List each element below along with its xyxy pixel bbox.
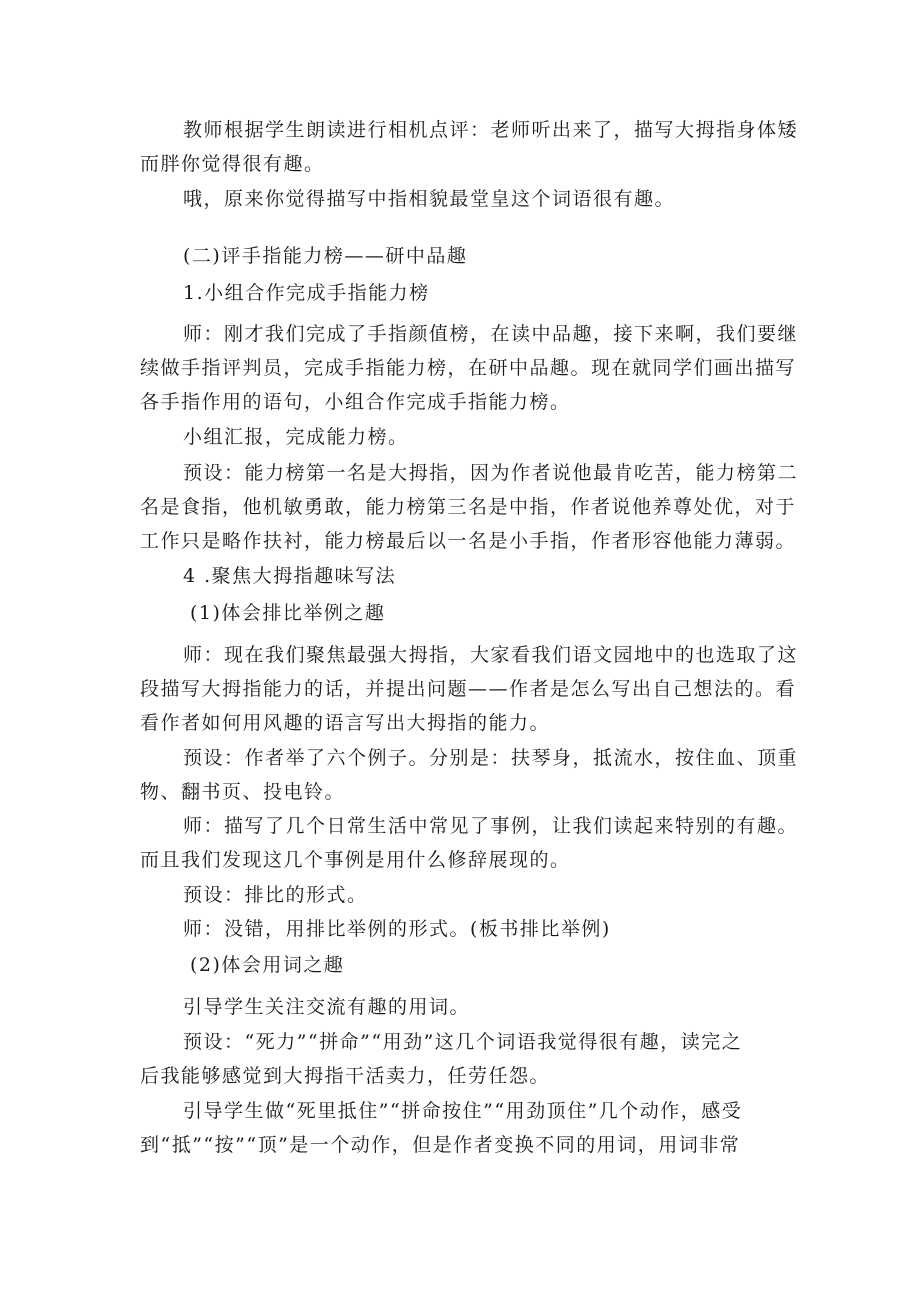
- text-line: 段描写大拇指能力的话，并提出问题——作者是怎么写出自己想法的。看: [140, 678, 797, 700]
- text-line: 到“抵”“按”“顶”是一个动作，但是作者变换不同的用词，用词非常: [140, 1134, 741, 1156]
- text-line: 各手指作用的语句，小组合作完成手指能力榜。: [140, 391, 571, 413]
- subsection-heading: (2)体会用词之趣: [190, 954, 345, 976]
- text-line: 预设：作者举了六个例子。分别是：扶琴身，抵流水，按住血、顶重: [183, 747, 799, 769]
- text-line: 引导学生关注交流有趣的用词。: [183, 996, 471, 1018]
- text-line: 师：描写了几个日常生活中常见了事例，让我们读起来特别的有趣。: [183, 815, 799, 837]
- text-line: 名是食指，他机敏勇敢，能力榜第三名是中指，作者说他养尊处优，对于: [140, 496, 797, 518]
- section-heading: (二)评手指能力榜——研中品趣: [183, 245, 468, 267]
- text-line: 哦，原来你觉得描写中指相貌最堂皇这个词语很有趣。: [183, 188, 676, 210]
- text-line: 看作者如何用风趣的语言写出大拇指的能力。: [140, 712, 551, 734]
- text-line: 师：没错，用排比举例的形式。(板书排比举例): [183, 918, 611, 940]
- text-line: 续做手指评判员，完成手指能力榜，在研中品趣。现在就同学们画出描写: [140, 357, 797, 379]
- text-line: 而且我们发现这几个事例是用什么修辞展现的。: [140, 849, 571, 871]
- text-line: 而胖你觉得很有趣。: [140, 153, 325, 175]
- text-line: 预设：能力榜第一名是大拇指，因为作者说他最肯吃苦，能力榜第二: [183, 462, 799, 484]
- text-line: 物、翻书页、投电铃。: [140, 781, 346, 803]
- subsection-heading: 1.小组合作完成手指能力榜: [183, 282, 430, 304]
- text-line: 后我能够感觉到大拇指干活卖力，任劳任怨。: [140, 1065, 551, 1087]
- text-line: 预设：排比的形式。: [183, 884, 368, 906]
- text-line: 预设：“死力”“拼命”“用劲”这几个词语我觉得很有趣，读完之: [183, 1031, 743, 1053]
- text-line: 师：现在我们聚焦最强大拇指，大家看我们语文园地中的也选取了这: [183, 644, 799, 666]
- text-line: 师：刚才我们完成了手指颜值榜，在读中品趣，接下来啊，我们要继: [183, 323, 799, 345]
- text-line: 教师根据学生朗读进行相机点评：老师听出来了，描写大拇指身体矮: [183, 119, 799, 141]
- subsection-heading: 4 .聚焦大拇指趣味写法: [183, 565, 397, 587]
- text-line: 引导学生做“死里抵住”“拼命按住”“用劲顶住”几个动作，感受: [183, 1100, 743, 1122]
- text-line: 小组汇报，完成能力榜。: [183, 426, 409, 448]
- text-line: 工作只是略作扶衬，能力榜最后以一名是小手指，作者形容他能力薄弱。: [140, 530, 797, 552]
- subsection-heading: (1)体会排比举例之趣: [190, 602, 386, 624]
